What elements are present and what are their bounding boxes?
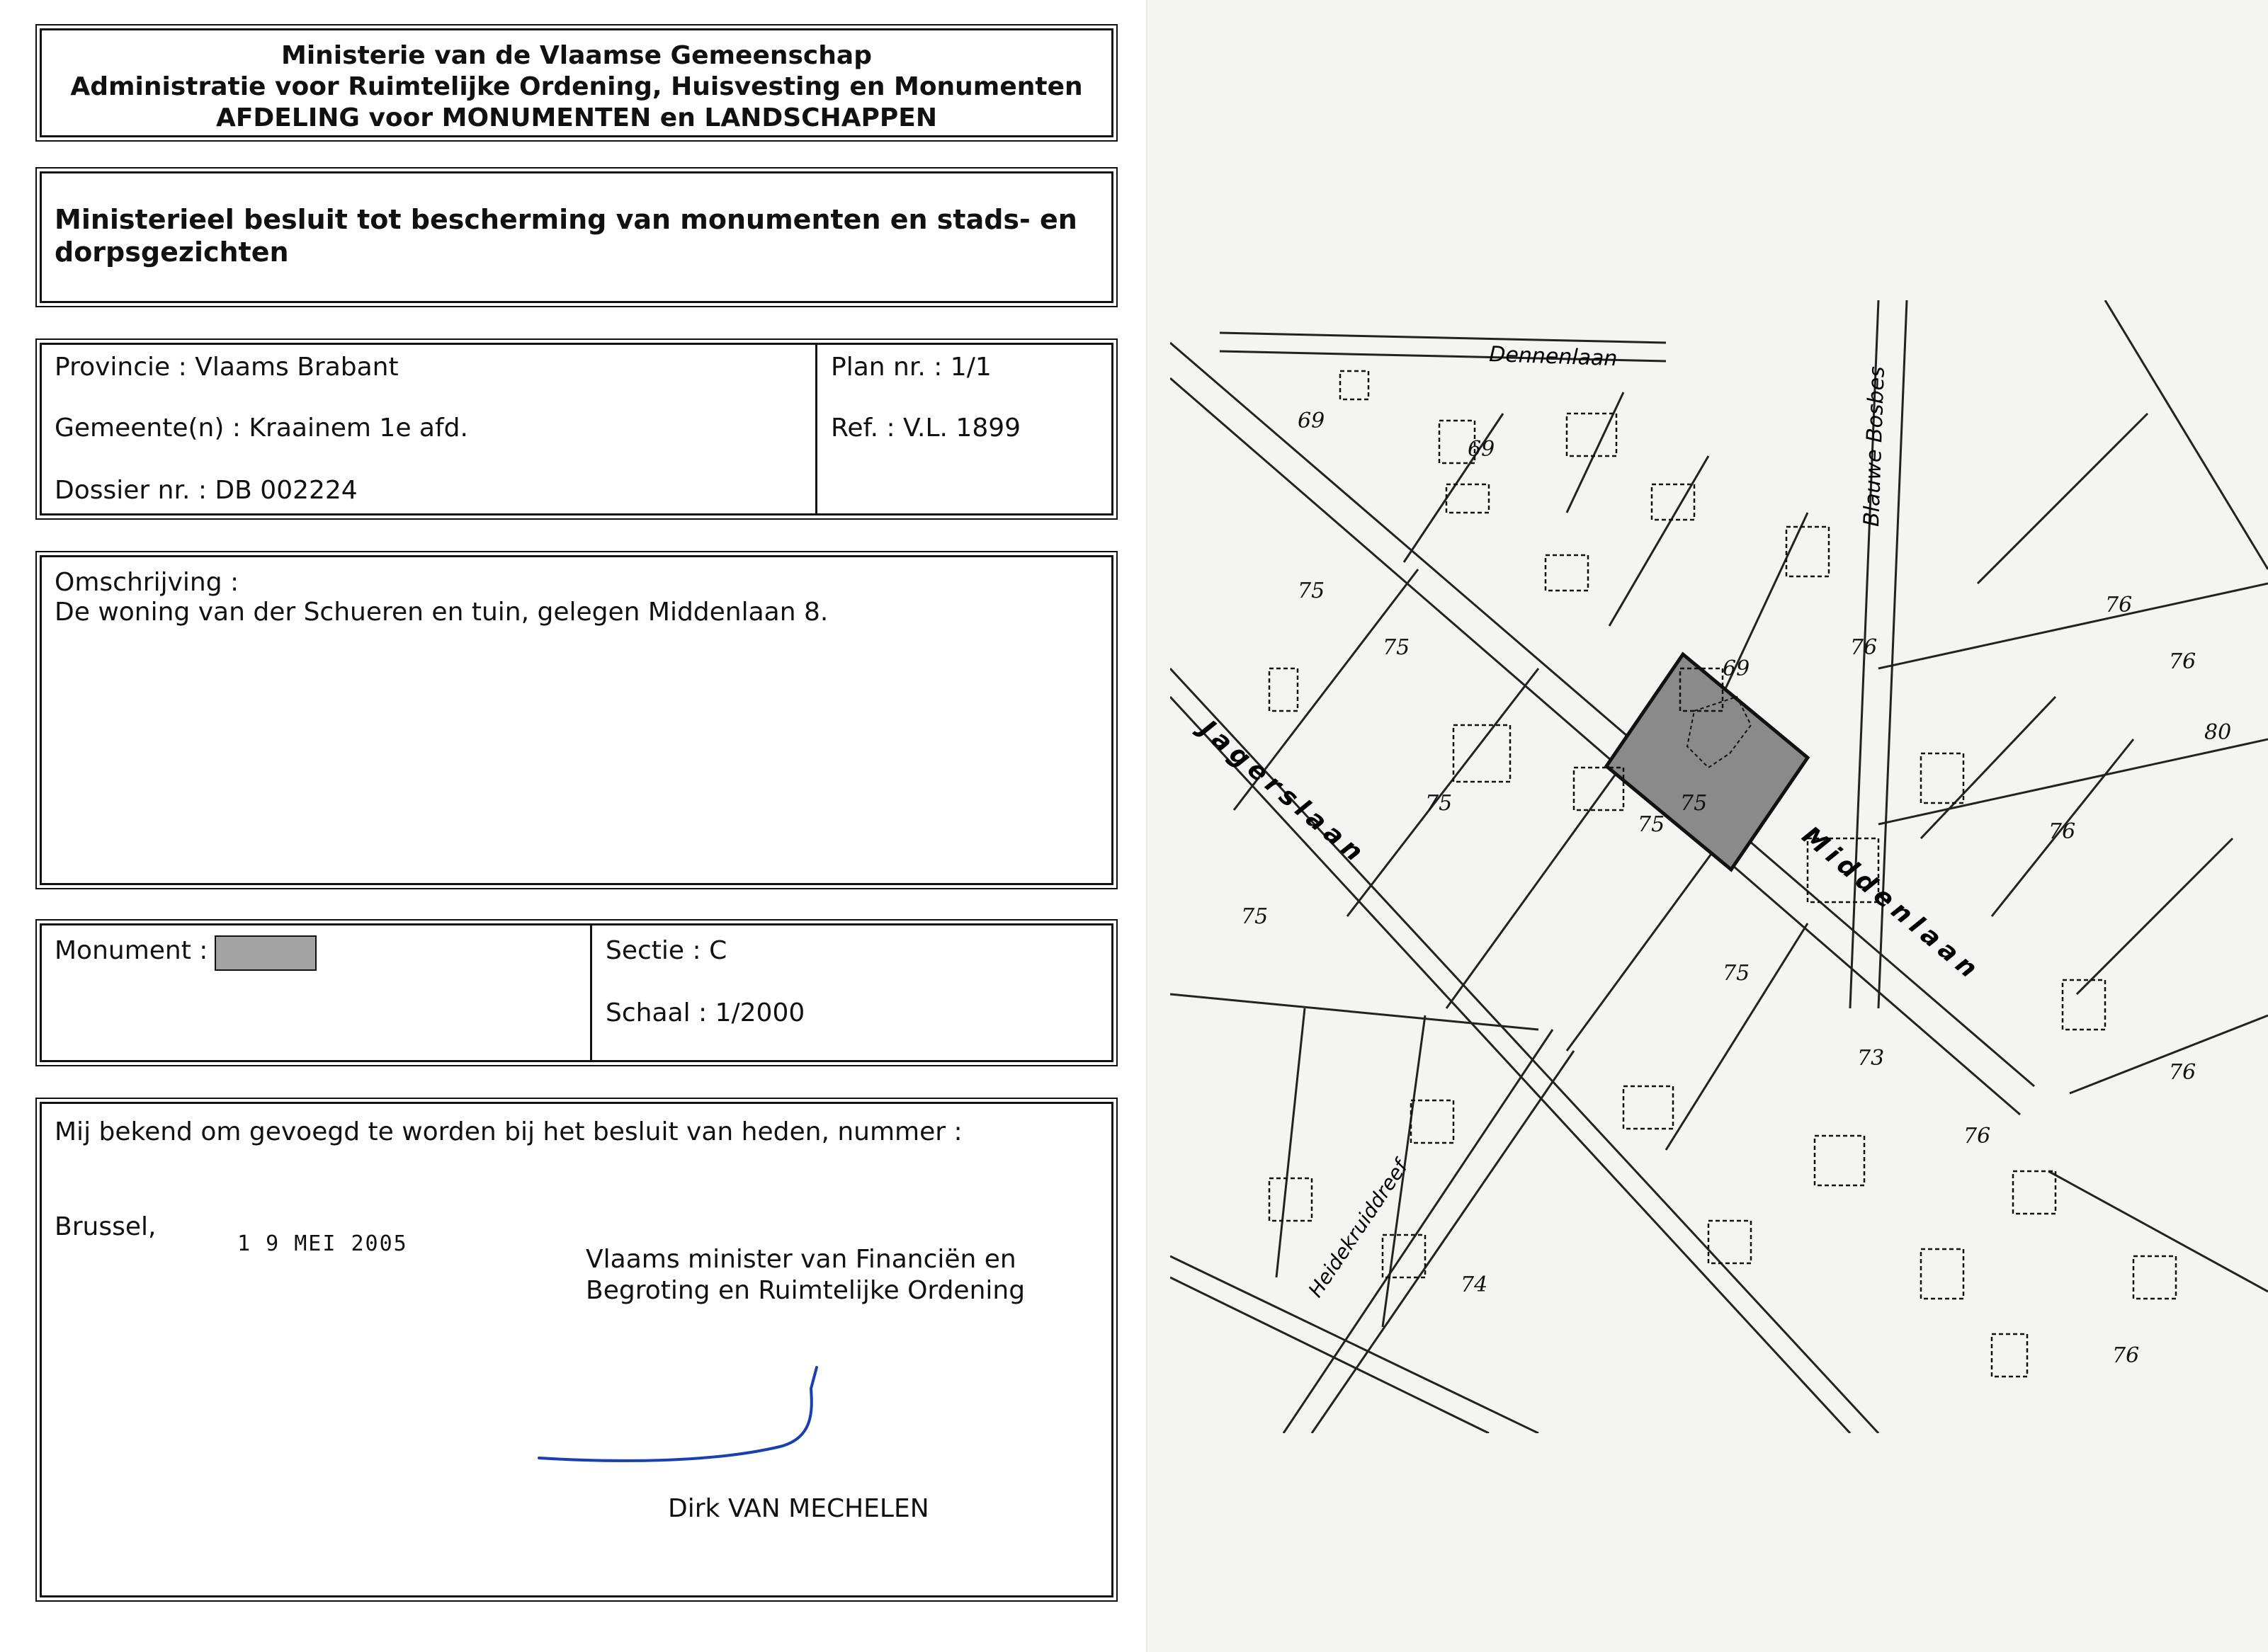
parcel-number: 76 [2105,593,2133,617]
title-line-1: Ministerieel besluit tot bescherming van monumenten en stads- en [55,204,1077,235]
place-label: Brussel, [55,1212,157,1241]
parcel-number: 75 [1680,791,1708,816]
parcel-number: 76 [2169,649,2196,674]
parcel-number: 80 [2204,720,2232,745]
parcel-number: 75 [1383,635,1410,660]
minister-title-2: Begroting en Ruimtelijke Ordening [586,1276,1026,1305]
description-box [40,555,1113,885]
parcel-number: 76 [1850,635,1878,660]
date-stamp: 1 9 MEI 2005 [237,1231,408,1256]
parcel-number: 75 [1638,812,1665,837]
parcel-number: 75 [1425,791,1453,816]
parcel-number: 76 [1963,1124,1991,1149]
parcel-number: 69 [1298,409,1325,433]
signature-intro: Mij bekend om gevoegd te worden bij het besluit van heden, nummer : [55,1117,963,1146]
location-info [40,343,1113,515]
parcel-number: 74 [1461,1272,1488,1297]
ministry-header [40,28,1113,137]
street-heidekruiddreef: Heidekruiddreef [1303,1156,1413,1301]
ref-field: Ref. : V.L. 1899 [831,414,1021,443]
street-middenlaan: Middenlaan [1796,821,1987,988]
monument-divider [590,925,592,1060]
parcel-number: 75 [1241,904,1269,929]
minister-name: Dirk VAN MECHELEN [668,1494,929,1523]
parcel-number: 69 [1723,656,1750,681]
cadastral-map [1170,300,2268,1433]
plan-field: Plan nr. : 1/1 [831,353,992,382]
monument-label: Monument : [55,936,208,965]
description-label: Omschrijving : [55,568,239,597]
gemeente-field: Gemeente(n) : Kraainem 1e afd. [55,414,468,443]
street-blauwe-bosbes: Blauwe Bosbes [1859,365,1890,528]
parcel-number: 75 [1298,579,1325,603]
monument-legend-swatch [215,935,317,971]
dossier-field: Dossier nr. : DB 002224 [55,476,358,505]
parcel-number: 76 [2112,1343,2140,1368]
street-jagerslaan: Jagerslaan [1194,714,1373,871]
page-fold [1146,0,1149,1652]
signature-box [40,1102,1113,1597]
parcel-number: 75 [1723,961,1750,986]
parcel-number: 69 [1468,437,1495,462]
header-line-2: Administratie voor Ruimtelijke Ordening, Huisvesting en Monumenten [70,72,1083,101]
description-text: De woning van der Schueren en tuin, gelegen Middenlaan 8. [55,598,829,627]
street-dennenlaan: Dennenlaan [1488,342,1618,372]
schaal-field: Schaal : 1/2000 [606,998,805,1027]
sectie-field: Sectie : C [606,936,727,965]
header-line-1: Ministerie van de Vlaamse Gemeenschap [281,41,872,70]
parcel-number: 76 [2169,1060,2196,1085]
header-line-3: AFDELING voor MONUMENTEN en LANDSCHAPPEN [215,103,938,132]
parcel-number: 76 [2048,819,2076,844]
title-line-2: dorpsgezichten [55,237,289,268]
info-divider [815,345,817,513]
provincie-field: Provincie : Vlaams Brabant [55,353,399,382]
minister-title-1: Vlaams minister van Financiën en [586,1245,1016,1274]
decree-title [40,171,1113,303]
protected-parcel [1606,654,1808,870]
monument-box [40,923,1113,1062]
handwritten-signature [531,1359,899,1500]
parcel-number: 73 [1857,1046,1885,1071]
